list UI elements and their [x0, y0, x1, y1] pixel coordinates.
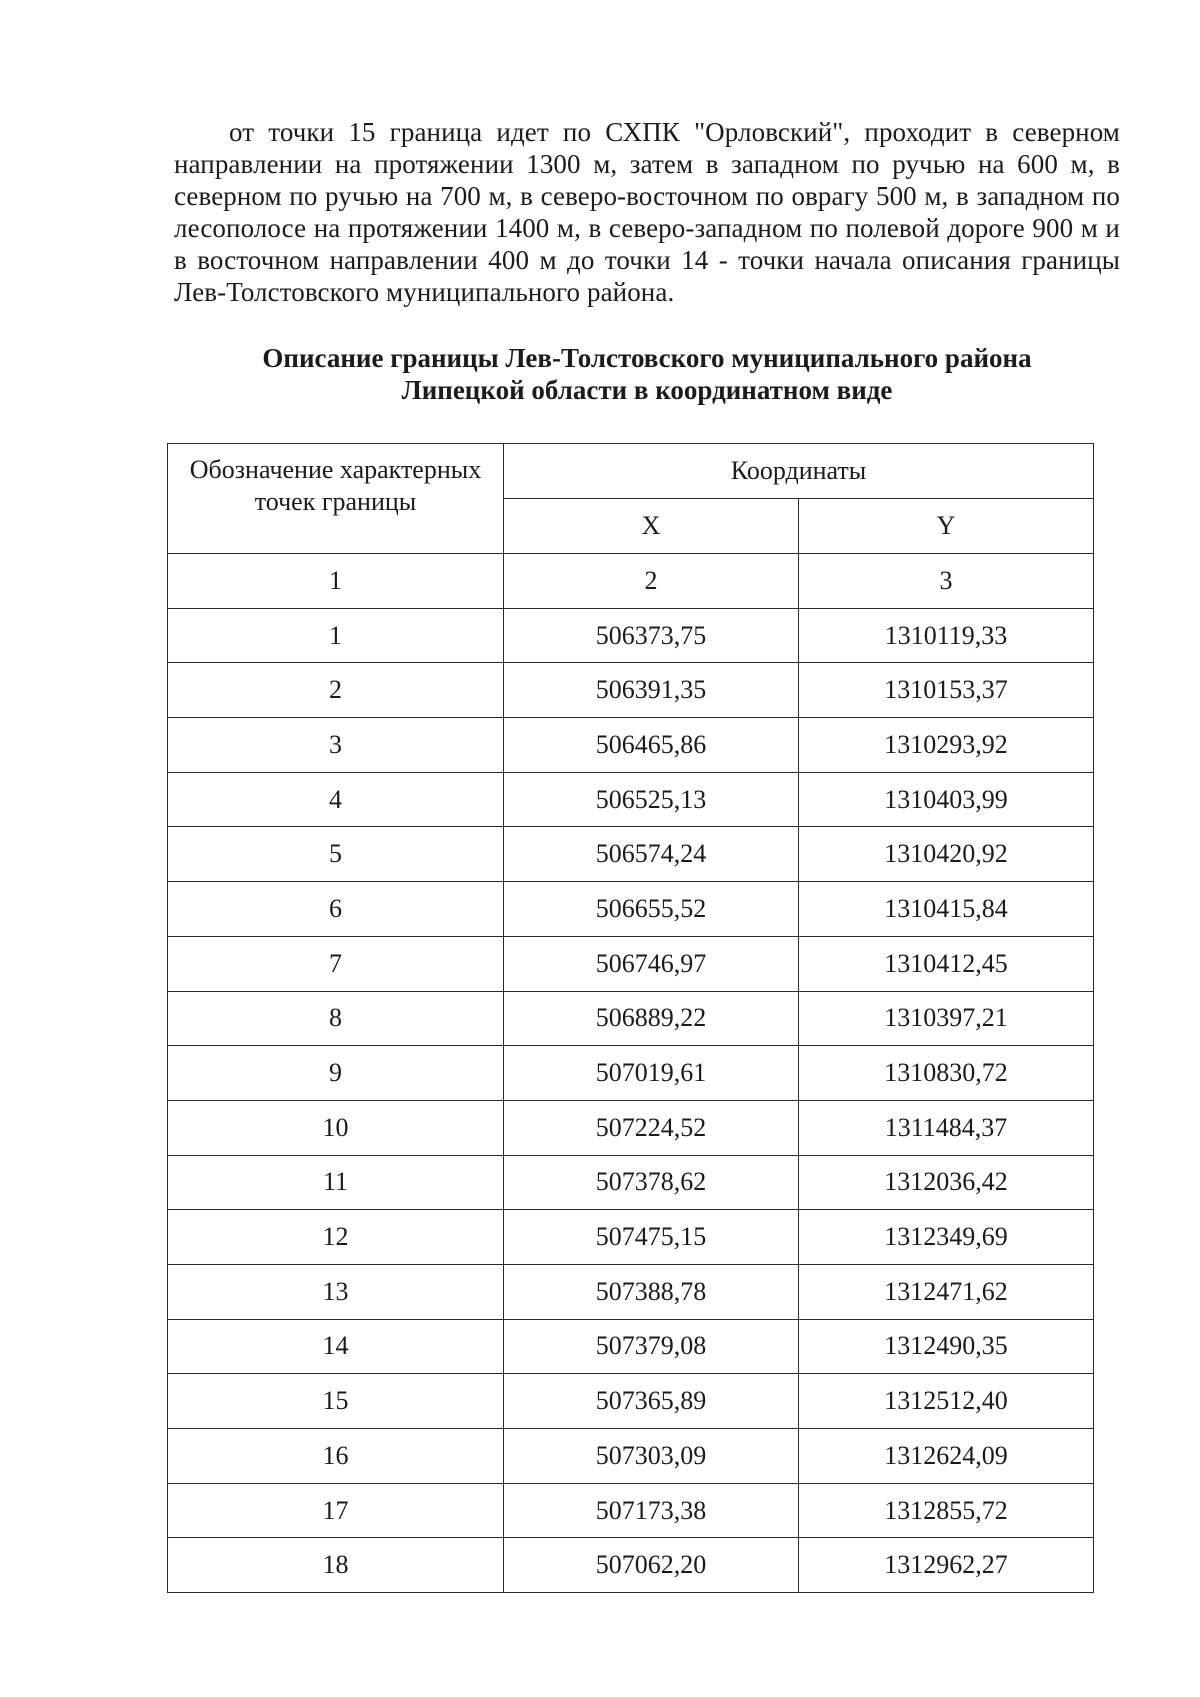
table-row: [168, 1538, 1094, 1593]
x-coordinate-cell: 507379,08: [504, 1319, 799, 1374]
x-coordinate-cell: 506373,75: [504, 608, 799, 663]
table-row: [168, 1100, 1094, 1155]
y-coordinate-cell: 1312471,62: [799, 1264, 1094, 1319]
coordinates-table: [167, 443, 1094, 1593]
table-row: [168, 991, 1094, 1046]
x-coordinate-cell: 507019,61: [504, 1046, 799, 1101]
table-title: [174, 342, 1120, 406]
table-row: [168, 1264, 1094, 1319]
x-coordinate-cell: 507365,89: [504, 1374, 799, 1429]
point-number-cell: 6: [168, 882, 504, 937]
table-row: [168, 718, 1094, 773]
table-row: [168, 1046, 1094, 1101]
table-row: [168, 663, 1094, 718]
x-coordinate-cell: 506465,86: [504, 718, 799, 773]
y-coordinate-cell: 1310293,92: [799, 718, 1094, 773]
table-title-line-2: Липецкой области в координатном виде: [401, 375, 893, 405]
point-number-cell: 13: [168, 1264, 504, 1319]
table-row: [168, 1483, 1094, 1538]
coordinates-table-header: [168, 444, 1094, 554]
x-coordinate-cell: 507173,38: [504, 1483, 799, 1538]
header-points: Обозначение характерных точек границы: [168, 444, 504, 554]
x-coordinate-cell: 507388,78: [504, 1264, 799, 1319]
table-row: [168, 1319, 1094, 1374]
x-coordinate-cell: 506391,35: [504, 663, 799, 718]
y-coordinate-cell: 1312490,35: [799, 1319, 1094, 1374]
point-number-cell: 1: [168, 608, 504, 663]
header-coordinates: Координаты: [504, 444, 1094, 499]
point-number-cell: 5: [168, 827, 504, 882]
point-number-cell: 2: [168, 663, 504, 718]
y-coordinate-cell: 1310153,37: [799, 663, 1094, 718]
table-row: [168, 827, 1094, 882]
y-coordinate-cell: 1312036,42: [799, 1155, 1094, 1210]
y-coordinate-cell: 1312624,09: [799, 1429, 1094, 1484]
point-number-cell: 17: [168, 1483, 504, 1538]
point-number-cell: 4: [168, 772, 504, 827]
x-coordinate-cell: 506574,24: [504, 827, 799, 882]
column-number-2: 2: [504, 554, 799, 609]
table-row: [168, 1374, 1094, 1429]
x-coordinate-cell: 506746,97: [504, 936, 799, 991]
header-x: X: [504, 499, 799, 554]
boundary-description-paragraph: от точки 15 граница идет по СХПК "Орловский", проходит в северном направлении на протяжении 1300 м, затем в западном по ручью на 600 м, в северном по ручью на 700 м, в северо-восточном по оврагу 500 м, в западном по лесополосе на протяжении 1400 м, в северо-западном по полевой дороге 900 м и в восточном направлении 400 м до точки 14 - точки начала описания границы Лев-Толстовского муниципального района.: [174, 117, 1120, 307]
point-number-cell: 18: [168, 1538, 504, 1593]
y-coordinate-cell: 1312855,72: [799, 1483, 1094, 1538]
x-coordinate-cell: 507224,52: [504, 1100, 799, 1155]
point-number-cell: 7: [168, 936, 504, 991]
point-number-cell: 16: [168, 1429, 504, 1484]
point-number-cell: 14: [168, 1319, 504, 1374]
coordinates-table-body: [168, 554, 1094, 1593]
x-coordinate-cell: 507062,20: [504, 1538, 799, 1593]
point-number-cell: 12: [168, 1210, 504, 1265]
y-coordinate-cell: 1312349,69: [799, 1210, 1094, 1265]
column-number-3: 3: [799, 554, 1094, 609]
table-row: [168, 882, 1094, 937]
x-coordinate-cell: 506889,22: [504, 991, 799, 1046]
y-coordinate-cell: 1310830,72: [799, 1046, 1094, 1101]
y-coordinate-cell: 1310397,21: [799, 991, 1094, 1046]
y-coordinate-cell: 1310420,92: [799, 827, 1094, 882]
y-coordinate-cell: 1310403,99: [799, 772, 1094, 827]
table-row: [168, 608, 1094, 663]
x-coordinate-cell: 506525,13: [504, 772, 799, 827]
point-number-cell: 10: [168, 1100, 504, 1155]
table-row: [168, 936, 1094, 991]
y-coordinate-cell: 1312962,27: [799, 1538, 1094, 1593]
table-title-line-1: Описание границы Лев-Толстовского муниципального района: [262, 343, 1032, 373]
y-coordinate-cell: 1311484,37: [799, 1100, 1094, 1155]
point-number-cell: 15: [168, 1374, 504, 1429]
table-row: [168, 1155, 1094, 1210]
point-number-cell: 9: [168, 1046, 504, 1101]
y-coordinate-cell: 1312512,40: [799, 1374, 1094, 1429]
x-coordinate-cell: 507303,09: [504, 1429, 799, 1484]
point-number-cell: 3: [168, 718, 504, 773]
column-number-1: 1: [168, 554, 504, 609]
point-number-cell: 11: [168, 1155, 504, 1210]
y-coordinate-cell: 1310415,84: [799, 882, 1094, 937]
table-row: [168, 772, 1094, 827]
y-coordinate-cell: 1310119,33: [799, 608, 1094, 663]
table-row: [168, 1210, 1094, 1265]
x-coordinate-cell: 506655,52: [504, 882, 799, 937]
x-coordinate-cell: 507475,15: [504, 1210, 799, 1265]
header-y: Y: [799, 499, 1094, 554]
point-number-cell: 8: [168, 991, 504, 1046]
column-number-row: [168, 554, 1094, 609]
table-row: [168, 1429, 1094, 1484]
x-coordinate-cell: 507378,62: [504, 1155, 799, 1210]
header-row-1: [168, 444, 1094, 499]
y-coordinate-cell: 1310412,45: [799, 936, 1094, 991]
